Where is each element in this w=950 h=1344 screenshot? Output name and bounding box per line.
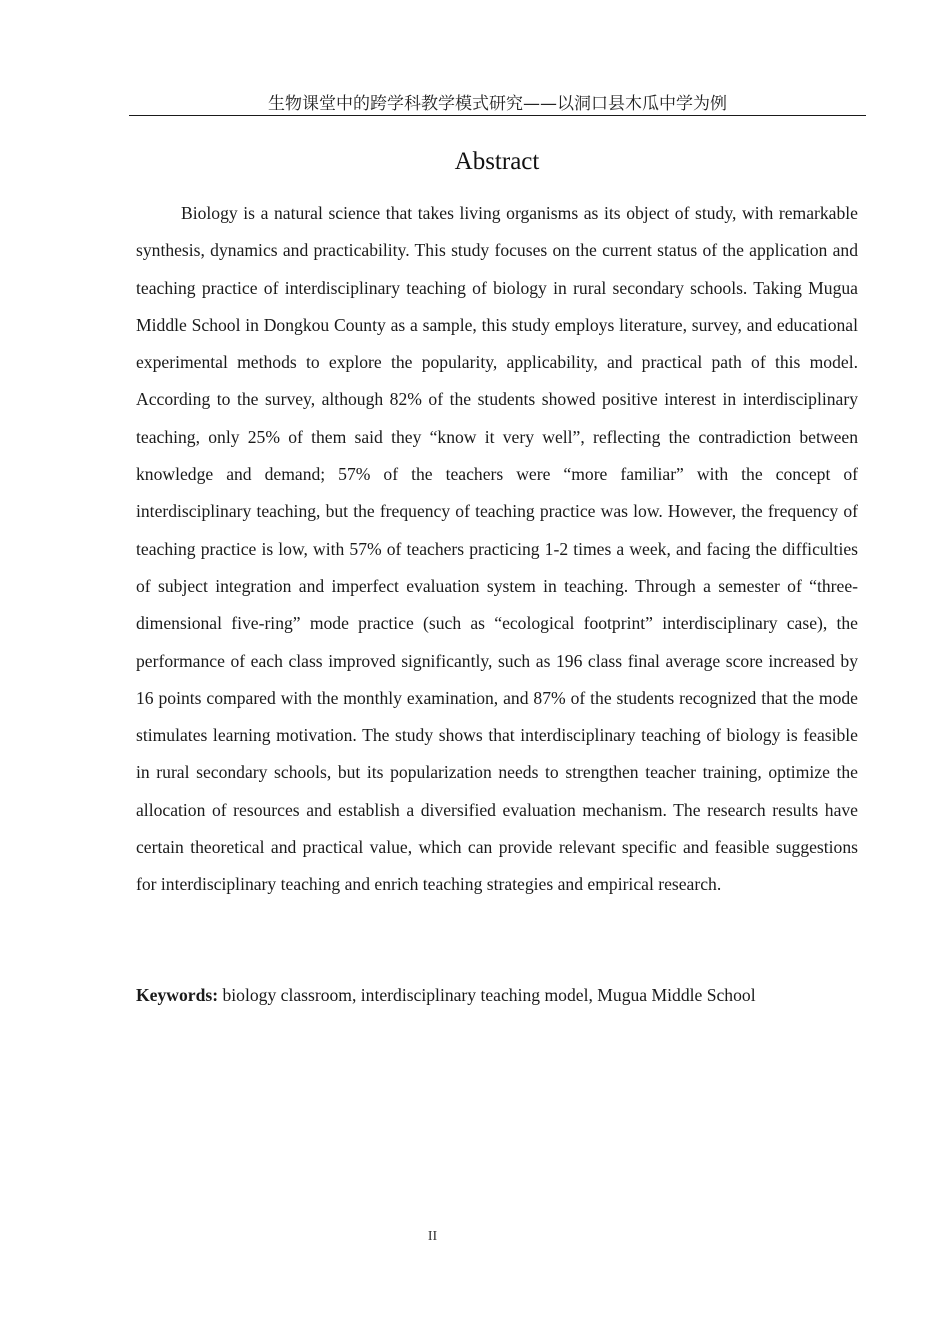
- keywords-label: Keywords:: [136, 985, 219, 1005]
- running-header-title: 生物课堂中的跨学科教学模式研究——以洞口县木瓜中学为例: [268, 94, 727, 114]
- keywords-line: [136, 982, 858, 1008]
- abstract-title: Abstract: [454, 148, 540, 175]
- abstract-body: Biology is a natural science that takes living organisms as its object of study, with remarkable synthesis, dynamics and practicability. This study focuses on the current status of the application and teaching practice of interdisciplinary teaching of biology in rural secondary schools. Taking Mugua Middle School in Dongkou County as a sample, this study employs literature, survey, and educational experimental methods to explore the popularity, applicability, and practical path of this model. According to the survey, although 82% of the students showed positive interest in interdisciplinary teaching, only 25% of them said they “know it very well”, reflecting the contradiction between knowledge and demand; 57% of the teachers were “more familiar” with the concept of interdisciplinary teaching, but the frequency of teaching practice was low. However, the frequency of teaching practice is low, with 57% of teachers practicing 1-2 times a week, and facing the difficulties of subject integration and imperfect evaluation system in teaching. Through a semester of “three-dimensional five-ring” mode practice (such as “ecological footprint” interdisciplinary case), the performance of each class improved significantly, such as 196 class final average score increased by 16 points compared with the monthly examination, and 87% of the students recognized that the mode stimulates learning motivation. The study shows that interdisciplinary teaching of biology is feasible in rural secondary schools, but its popularization needs to strengthen teacher training, optimize the allocation of resources and establish a diversified evaluation mechanism. The research results have certain theoretical and practical value, which can provide relevant specific and feasible suggestions for interdisciplinary teaching and enrich teaching strategies and empirical research.: [136, 203, 858, 895]
- header-rule: [129, 115, 866, 116]
- keywords-value: biology classroom, interdisciplinary teaching model, Mugua Middle School: [218, 985, 756, 1005]
- page-number: II: [427, 1229, 438, 1244]
